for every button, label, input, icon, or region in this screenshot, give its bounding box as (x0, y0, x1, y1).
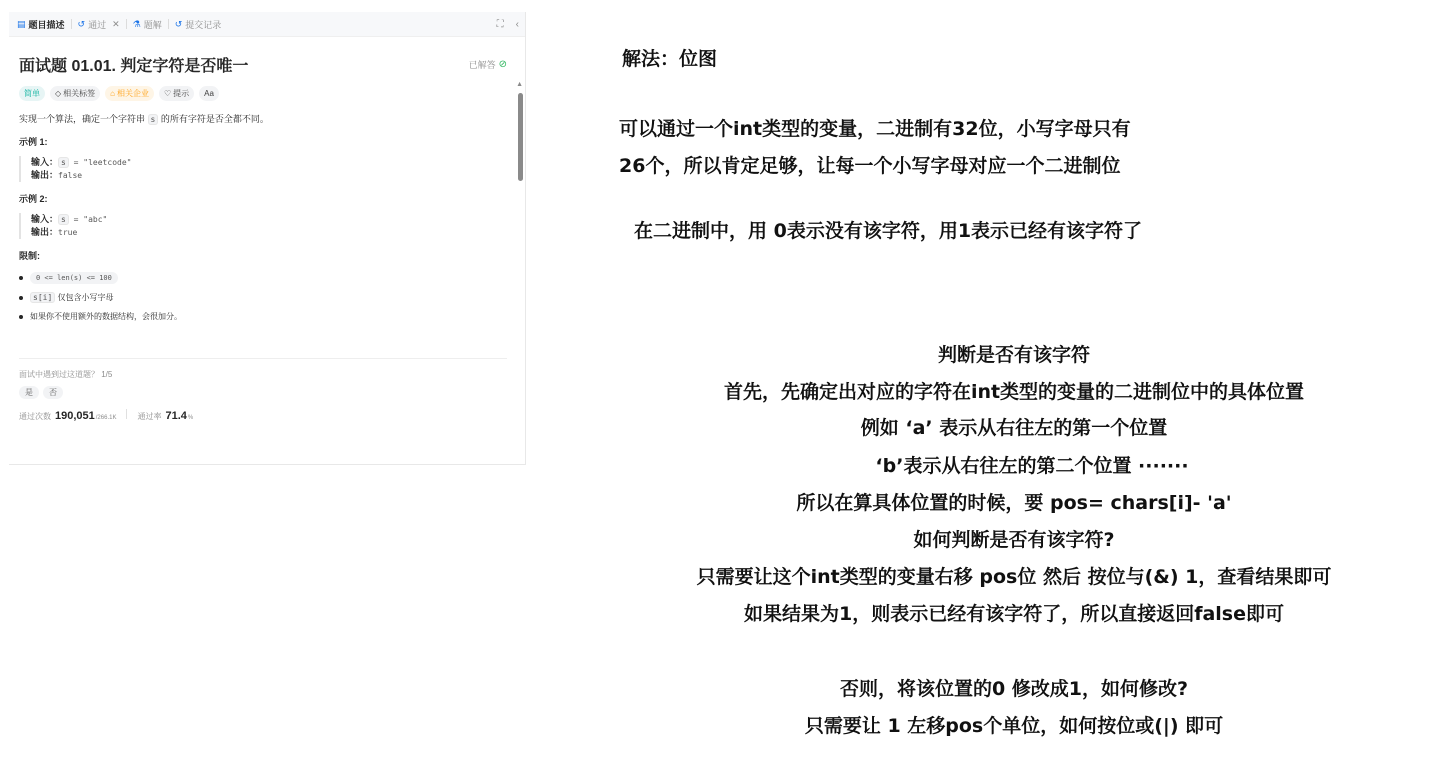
notes-line: 所以在算具体位置的时候，要 pos= chars[i]- 'a' (796, 492, 1232, 514)
inline-code: 0 <= len(s) <= 100 (30, 272, 118, 284)
scrollbar-thumb[interactable] (518, 93, 523, 181)
example-2-heading: 示例 2: (19, 194, 48, 204)
notes-line: ‘b’表示从右往左的第二个位置 ······· (875, 455, 1189, 477)
notes-line: 例如 ‘a’ 表示从右往左的第一个位置 (860, 417, 1168, 439)
tab-bar (9, 12, 525, 37)
tab-divider (71, 19, 72, 29)
limit-text: 如果你不使用额外的数据结构，会很加分。 (30, 312, 182, 321)
notes-line: 只需要让这个int类型的变量右移 pos位 然后 按位与(&) 1，查看结果即可 (696, 566, 1332, 588)
hint-label: 提示 (173, 89, 190, 98)
tab-label: 题解 (143, 19, 162, 30)
input-label: 输入： (31, 214, 59, 224)
description-text: 的所有字符是否全都不同。 (160, 114, 269, 124)
output-label: 输出： (31, 227, 59, 237)
problem-title: 面试题 01.01. 判定字符是否唯一 (19, 58, 249, 75)
font-size-button[interactable] (199, 86, 219, 101)
difficulty-badge: 简单 (19, 86, 45, 101)
acceptance-rate: 71.4 (165, 410, 187, 422)
bullet (19, 315, 23, 319)
inline-code: s (58, 157, 69, 168)
check-circle-icon: ⊘ (498, 59, 507, 70)
inline-code: s (58, 214, 69, 225)
problem-panel (9, 12, 526, 465)
related-tags-button[interactable] (50, 86, 100, 101)
output-value: false (58, 171, 83, 180)
tag-icon: ◇ (55, 89, 62, 98)
input-value: = "leetcode" (68, 158, 132, 167)
tab-divider (126, 19, 127, 29)
collapse-icon[interactable]: ‹ (515, 18, 519, 30)
input-value: = "abc" (68, 215, 108, 224)
submission-count: /266.1K (95, 415, 117, 421)
lock-icon: ⌂ (110, 89, 115, 98)
rate-label: 通过率 (137, 412, 162, 421)
history-icon: ↺ (77, 18, 86, 29)
notes-line: 如何判断是否有该字符? (913, 529, 1115, 551)
description-text: 实现一个算法，确定一个字符串 (19, 114, 146, 124)
yes-button[interactable]: 是 (19, 386, 39, 399)
inline-code: s (148, 114, 159, 125)
inline-code: s[i] (30, 292, 55, 303)
panel-tools (497, 19, 519, 30)
limit-text: 仅包含小写字母 (57, 293, 114, 302)
hint-button[interactable] (159, 86, 194, 101)
no-button[interactable]: 否 (43, 386, 63, 399)
notes-line: 首先，先确定出对应的字符在int类型的变量的二进制位中的具体位置 (723, 381, 1305, 403)
scroll-up-icon[interactable]: ▲ (516, 81, 523, 88)
problem-description (19, 112, 507, 125)
accepted-count: 190,051 (55, 410, 95, 422)
related-tags-label: 相关标签 (63, 89, 96, 98)
example-2-block (19, 213, 507, 239)
bullet (19, 276, 23, 280)
list-item (19, 311, 507, 322)
list-item (19, 272, 507, 284)
notes-line: 只需要让 1 左移pos个单位，如何按位或(|) 即可 (804, 715, 1224, 737)
fullscreen-icon[interactable]: ⛶ (496, 18, 504, 30)
flask-icon: ⚗ (132, 18, 141, 29)
scrollbar[interactable] (517, 81, 523, 465)
tab-label: 题目描述 (28, 19, 65, 30)
notes-line: 否则，将该位置的0 修改成1，如何修改? (839, 678, 1189, 700)
notes-line: 如果结果为1，则表示已经有该字符了，所以直接返回false即可 (743, 603, 1285, 625)
input-label: 输入： (31, 157, 59, 167)
doc-icon: ▤ (17, 18, 26, 29)
stats-row (19, 409, 507, 422)
notes-line: 26个，所以肯定足够，让每一个小写字母对应一个二进制位 (619, 155, 1121, 177)
tab-solutions[interactable] (133, 18, 162, 31)
notes-heading: 解法：位图 (622, 48, 718, 70)
limits-list (19, 272, 507, 322)
divider (126, 409, 127, 419)
tab-label: 提交记录 (185, 19, 222, 30)
example-1-block (19, 156, 507, 182)
notes-line: 可以通过一个int类型的变量，二进制有32位，小写字母只有 (619, 118, 1131, 140)
notes-area (600, 0, 1440, 761)
related-companies-label: 相关企业 (117, 89, 149, 98)
problem-content (9, 53, 525, 422)
tab-divider (168, 19, 169, 29)
interview-question: 面试中遇到过这道题？ 1/5 (19, 370, 113, 379)
example-1-heading: 示例 1: (19, 137, 48, 147)
solved-label: 已解答 (468, 60, 496, 70)
tab-submissions[interactable] (175, 18, 222, 31)
notes-line: 在二进制中，用 0表示没有该字符，用1表示已经有该字符了 (634, 220, 1143, 242)
close-icon[interactable]: ✕ (112, 18, 120, 29)
tab-accepted[interactable] (78, 18, 120, 31)
history-icon: ↺ (174, 18, 183, 29)
output-value: true (58, 228, 78, 237)
rate-unit: % (187, 415, 194, 421)
lightbulb-icon: ♡ (164, 89, 172, 98)
related-companies-button[interactable] (105, 86, 154, 101)
tab-description[interactable] (17, 18, 65, 31)
accepted-label: 通过次数 (19, 412, 51, 421)
font-size-icon: Aa (204, 89, 214, 98)
solved-status (469, 58, 507, 71)
bullet (19, 296, 23, 300)
interview-answer-group (19, 386, 507, 399)
tag-row (19, 86, 507, 101)
divider (19, 358, 507, 359)
limits-heading: 限制: (19, 251, 40, 261)
output-label: 输出： (31, 170, 59, 180)
notes-line: 判断是否有该字符 (937, 344, 1090, 366)
list-item (19, 292, 507, 303)
tab-label: 通过 (88, 19, 107, 30)
